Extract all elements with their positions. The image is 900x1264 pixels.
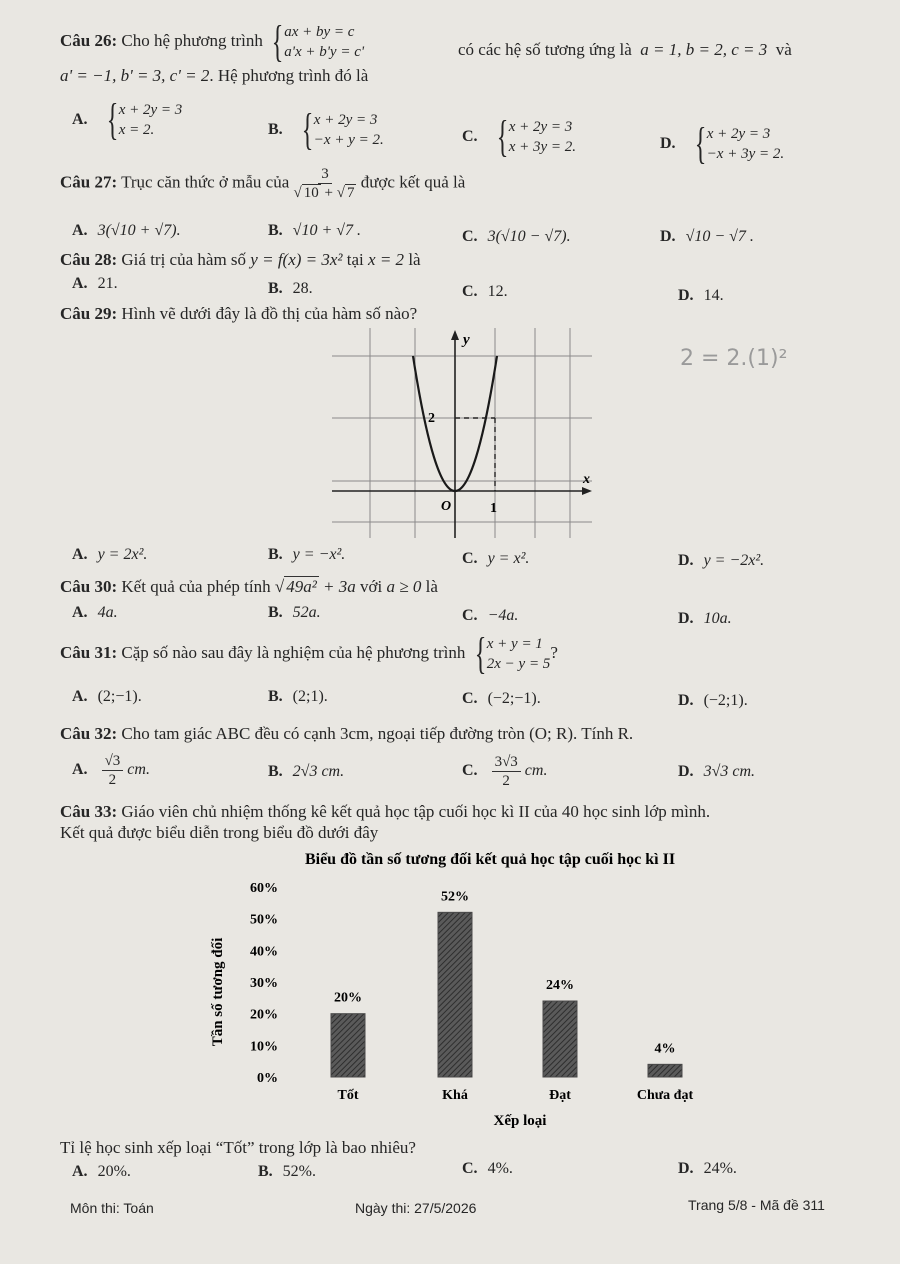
option-label: C.	[462, 607, 478, 624]
option-text: (2;1).	[292, 688, 328, 705]
option-frac-num: 3√3	[492, 753, 521, 772]
q27-option-a[interactable]	[72, 222, 181, 240]
option-label: A.	[72, 275, 88, 292]
q27-text2: được kết quả là	[360, 172, 466, 192]
option-label: B.	[268, 763, 283, 780]
q30-expr-tail: + 3a	[323, 577, 356, 596]
q30-text3: là	[425, 577, 438, 596]
footer-subject: Môn thi: Toán	[70, 1200, 154, 1216]
y-tick-label: 20%	[250, 1007, 278, 1023]
q33-option-b[interactable]	[258, 1163, 316, 1181]
q29-option-c[interactable]	[462, 550, 529, 568]
y-tick-label: 30%	[250, 976, 278, 991]
y-tick-label: 2	[428, 411, 435, 426]
option-frac-den: 2	[502, 773, 510, 789]
option-label: D.	[660, 228, 676, 245]
category-label: Đạt	[549, 1088, 571, 1103]
q26-coef1: a = 1, b = 2, c = 3	[640, 40, 768, 59]
option-eq1: x + 2y = 3	[706, 126, 771, 142]
q29-option-b[interactable]	[268, 546, 345, 564]
option-text: y = 2x².	[97, 546, 148, 563]
q30-radicand: 49a²	[286, 577, 317, 596]
q29-parabola-graph	[330, 326, 595, 541]
origin-label: O	[441, 499, 452, 514]
chart-y-axis-label: Tần số tương đối	[210, 937, 226, 1047]
option-label: D.	[660, 134, 676, 152]
y-tick-label: 50%	[250, 912, 278, 928]
q28-option-d[interactable]	[678, 287, 724, 305]
q28-text3: là	[408, 250, 421, 269]
q27-frac-num: 3	[318, 165, 332, 184]
bar-value-label: 4%	[654, 1041, 676, 1057]
category-label: Chưa đạt	[636, 1088, 694, 1103]
option-text: (−2;1).	[703, 692, 748, 709]
option-text: 21.	[97, 275, 118, 292]
q31-system: { x + y = 1 2x − y = 5	[474, 629, 551, 678]
q27-option-b[interactable]	[268, 222, 361, 240]
bar-value-label: 52%	[441, 889, 469, 905]
q31-option-a[interactable]	[72, 688, 142, 706]
option-label: D.	[678, 287, 694, 304]
y-tick-label: 60%	[250, 881, 278, 896]
option-text: 4%.	[487, 1160, 513, 1177]
q26-stem	[60, 17, 365, 66]
option-label: B.	[268, 688, 283, 705]
category-label: Khá	[442, 1088, 468, 1103]
option-text: √10 + √7 .	[292, 222, 362, 239]
x-tick-label: 1	[490, 501, 497, 516]
option-text: y = −2x².	[703, 552, 765, 569]
q31-text: Cặp số nào sau đây là nghiệm của hệ phương trình	[121, 642, 466, 662]
footer-page: Trang 5/8 - Mã đề 311	[688, 1197, 825, 1213]
q28-at: x = 2	[368, 250, 405, 269]
x-axis-label: x	[583, 472, 590, 487]
option-label: B.	[268, 546, 283, 563]
option-label: A.	[72, 1163, 88, 1180]
q33-line2: Kết quả được biểu diễn trong biểu đồ dưới đây	[60, 823, 379, 842]
q32-option-d[interactable]	[678, 763, 755, 781]
q32-option-b[interactable]	[268, 763, 344, 781]
q28-option-c[interactable]	[462, 283, 508, 301]
q26-text: Cho hệ phương trình	[121, 30, 263, 50]
option-label: B.	[268, 120, 283, 138]
q30-option-a[interactable]	[72, 604, 118, 622]
q31-option-d[interactable]	[678, 692, 748, 710]
option-text: −4a.	[487, 607, 519, 624]
option-text: √10 − √7 .	[685, 228, 754, 245]
q26-option-a[interactable]: A. { x + 2y = 3 x = 2.	[72, 95, 183, 144]
bar-3	[543, 1001, 577, 1077]
option-label: C.	[462, 690, 478, 707]
q27-fraction: $\frac{3}{√ 10 + √ 7}$	[293, 166, 355, 201]
q31-option-b[interactable]	[268, 688, 328, 706]
option-text: 4a.	[97, 604, 118, 621]
option-text: 2√3 cm.	[292, 763, 345, 780]
q33-option-c[interactable]	[462, 1160, 513, 1178]
q27-frac-den-a: 10	[303, 185, 319, 201]
option-eq1: x + 2y = 3	[508, 119, 573, 135]
option-label: B.	[258, 1163, 273, 1180]
q28-number: Câu 28:	[60, 250, 118, 269]
q33-question: Tỉ lệ học sinh xếp loại “Tốt” trong lớp là bao nhiêu?	[60, 1138, 416, 1157]
q32-stem	[60, 724, 633, 744]
option-eq2: −x + y = 2.	[313, 132, 384, 148]
q26-coef2: a' = −1, b' = 3, c' = 2	[60, 66, 210, 85]
option-label: A.	[72, 546, 88, 563]
bar-1	[331, 1014, 365, 1077]
option-text: 14.	[703, 287, 724, 304]
option-label: C.	[462, 127, 478, 145]
option-label: B.	[268, 280, 283, 297]
option-label: C.	[462, 762, 478, 780]
q32-option-a[interactable]	[72, 752, 150, 789]
q33-number: Câu 33:	[60, 802, 118, 821]
option-label: C.	[462, 228, 478, 245]
option-label: D.	[678, 610, 694, 627]
q26-option-d[interactable]: D. { x + 2y = 3 −x + 3y = 2.	[660, 119, 785, 168]
chart-title: Biểu đồ tần số tương đối kết quả học tập cuối học kì II	[304, 851, 676, 868]
option-eq1: x + 2y = 3	[313, 112, 378, 128]
q28-option-a[interactable]	[72, 275, 118, 293]
option-frac-num: √3	[102, 752, 124, 771]
q28-stem	[60, 250, 421, 270]
q26-option-c[interactable]: C. { x + 2y = 3 x + 3y = 2.	[462, 112, 576, 161]
option-text: 3√3 cm.	[703, 763, 755, 780]
q27-text: Trục căn thức ở mẫu của	[121, 172, 290, 192]
q27-frac-den-b: 7	[346, 185, 355, 201]
option-text: 28.	[292, 280, 313, 297]
q27-stem	[60, 165, 465, 202]
q31-number: Câu 31:	[60, 642, 118, 662]
option-label: D.	[678, 763, 694, 780]
option-text: 20%.	[97, 1163, 131, 1180]
q30-number: Câu 30:	[60, 577, 118, 596]
y-axis-label: y	[463, 332, 470, 348]
option-unit: cm.	[524, 762, 548, 780]
option-text: 10a.	[703, 610, 732, 627]
option-label: C.	[462, 550, 478, 567]
option-label: A.	[72, 222, 88, 239]
option-text: 12.	[487, 283, 508, 300]
q26-system-eq1: ax + by = c	[284, 24, 355, 40]
option-label: B.	[268, 604, 283, 621]
x-axis-arrow-icon	[582, 487, 592, 495]
option-text: 3(√10 + √7).	[97, 222, 181, 239]
q31-eq2: 2x − y = 5	[486, 656, 551, 672]
option-eq2: x = 2.	[118, 122, 155, 138]
y-tick-label: 40%	[250, 944, 278, 960]
option-label: A.	[72, 110, 88, 128]
q26-stem-cont	[458, 40, 792, 60]
option-label: D.	[678, 1160, 694, 1177]
bar-4	[648, 1064, 682, 1077]
y-tick-label: 0%	[257, 1071, 278, 1086]
q27-option-c[interactable]	[462, 228, 571, 246]
q26-system: { ax + by = c a'x + b'y = c'	[271, 17, 365, 66]
q27-option-d[interactable]	[660, 228, 754, 246]
option-label: D.	[678, 552, 694, 569]
q30-condition: a ≥ 0	[386, 577, 422, 596]
option-text: 3(√10 − √7).	[487, 228, 571, 245]
option-frac-den: 2	[108, 772, 117, 788]
q32-number: Câu 32:	[60, 724, 118, 743]
q31-qmark: ?	[550, 642, 558, 662]
option-text: 24%.	[703, 1160, 737, 1177]
q30-option-b[interactable]	[268, 604, 321, 622]
option-label: D.	[678, 692, 694, 709]
q33-option-d[interactable]	[678, 1160, 737, 1178]
q31-stem	[60, 629, 558, 678]
q26-stem-line2	[60, 66, 368, 86]
option-text: 52a.	[292, 604, 321, 621]
q26-text2: có các hệ số tương ứng là	[458, 40, 632, 59]
q32-option-c[interactable]	[462, 753, 547, 790]
option-text: y = x².	[487, 550, 530, 567]
q29-option-a[interactable]	[72, 546, 147, 564]
graph-grid	[332, 328, 592, 538]
q31-eq1: x + y = 1	[486, 636, 543, 652]
q33-option-a[interactable]	[72, 1163, 131, 1181]
q28-text: Giá trị của hàm số	[121, 250, 247, 269]
q28-func: y = f(x) = 3x²	[250, 250, 343, 269]
option-eq1: x + 2y = 3	[118, 102, 183, 118]
option-eq2: x + 3y = 2.	[508, 139, 576, 155]
q30-stem: Câu 30: Kết quả của phép tính √ 49a² + 3a với a ≥ 0 là	[60, 577, 438, 596]
option-label: A.	[72, 761, 88, 779]
option-eq2: −x + 3y = 2.	[706, 146, 785, 162]
q30-option-c[interactable]	[462, 607, 518, 625]
q26-option-b[interactable]: B. { x + 2y = 3 −x + y = 2.	[268, 105, 384, 154]
bar-2	[438, 912, 472, 1077]
option-unit: cm.	[127, 761, 150, 779]
option-label: C.	[462, 1160, 478, 1177]
q28-option-b[interactable]	[268, 280, 313, 298]
q29-stem	[60, 304, 417, 324]
chart-x-axis-label: Xếp loại	[493, 1113, 547, 1129]
q26-text3: . Hệ phương trình đó là	[209, 66, 369, 85]
q30-text: Kết quả của phép tính	[121, 577, 271, 596]
q28-text2: tại	[346, 250, 364, 269]
y-axis-arrow-icon	[451, 330, 459, 340]
q30-option-d[interactable]	[678, 610, 732, 628]
q26-and: và	[775, 40, 792, 59]
option-text: (2;−1).	[97, 688, 142, 705]
q32-text: Cho tam giác ABC đều có cạnh 3cm, ngoại tiếp đường tròn (O; R). Tính R.	[121, 724, 634, 743]
option-label: A.	[72, 604, 88, 621]
option-label: C.	[462, 283, 478, 300]
q31-option-c[interactable]	[462, 690, 541, 708]
option-text: 52%.	[282, 1163, 316, 1180]
q30-text2: với	[360, 577, 383, 596]
q29-text: Hình vẽ dưới đây là đồ thị của hàm số nào?	[121, 304, 418, 323]
q26-number: Câu 26:	[60, 30, 118, 50]
q26-system-eq2: a'x + b'y = c'	[284, 44, 365, 60]
handwritten-note: 2 = 2.(1)²	[680, 346, 788, 371]
category-label: Tốt	[337, 1088, 359, 1103]
y-tick-label: 10%	[250, 1039, 278, 1055]
q27-number: Câu 27:	[60, 172, 118, 192]
option-label: B.	[268, 222, 283, 239]
q29-number: Câu 29:	[60, 304, 118, 323]
option-label: A.	[72, 688, 88, 705]
q29-option-d[interactable]	[678, 552, 764, 570]
bar-value-label: 24%	[546, 978, 574, 993]
q33-stem	[60, 802, 710, 822]
option-text: y = −x².	[292, 546, 346, 563]
bar-value-label: 20%	[334, 990, 362, 1006]
q33-line1: Giáo viên chủ nhiệm thống kê kết quả học tập cuối học kì II của 40 học sinh lớp mình.	[121, 802, 711, 821]
q33-bar-chart	[190, 842, 750, 1137]
footer-date: Ngày thi: 27/5/2026	[355, 1200, 477, 1216]
option-text: (−2;−1).	[487, 690, 541, 707]
